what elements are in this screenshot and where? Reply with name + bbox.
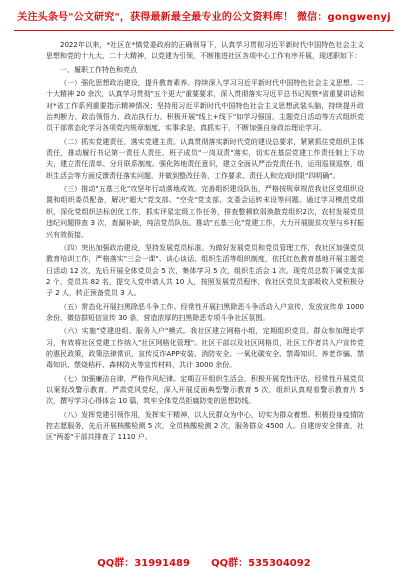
paragraph-3: （三）推动"五基三化"攻坚年行动落地成效。完善组织建设队伍，严格按规章规范我社区党组织设置和组织委员配备，解决"超大"党支部、"空壳"党支部、支委会运转未设等问题。通过学习模范党组织，深化党组织法标创优工作，抓实评星定级工作任务，排查整顿软弱涣散党组织2次，农村发展党员违纪问题排查 3 次，查漏补缺，纯洁党员队伍。推动"五基三化"党建工作，大力开展脱贫攻坚与乡村振兴有效衔接。	[46, 185, 364, 239]
top-banner	[0, 0, 408, 34]
intro-paragraph: 2022年以来，*社区在*镇党委政府的正确领导下，认真学习贯彻习近平新时代中国特色社会主义思想和党的十九大、二十大精神，以党建为引领，不断推进社区各项中心工作有序开展，现述职如下：	[46, 41, 364, 61]
paragraph-2: （二）抓实党建责任，落实党建主责。认真贯彻落实新时代党的建设总要求，紧紧抓住党组织主体责任，推动履行书记第一责任人责任、班子成员"一岗双责"落实，切实在基层党建工作责任制上下功夫，建立责任清单、分月联系制度。强化阵地责任意识，建立全面从严治党责任书，运用巡视巡察，组织生活会等方面反馈责任落实问题，并做到整改任务、工作要求、责任人和完成时限"四明确"。	[46, 137, 364, 180]
paragraph-1: （一）强化思想政治建设，提升教育素养。持续深入学习习近平新时代中国特色社会主义思想、二十大精神 20 余次，认真学习贯彻"五个更大"重要要求，深入贯彻落实习近平总书记视察*省重要讲话和对*省工作系列重要指示精神情况；坚持用习近平新时代中国特色社会主义思想武装头脑，持续提升政治判断力、政治领悟力、政治执行力。积极开展"线上+线下"如学习强国、主题党日活动等方式组织党员干部常态化学习各项党内规章制度、实事求是、真抓实干，不断加强自身政治理论学习。	[46, 79, 364, 133]
paragraph-7: （七）加强廉洁自律，严格作风纪律。定期召开组织生活会，积极开展党性评估，经常性开展党员以案促改警示教育，严肃党风党纪，深入开展反面典型警示教育 5 次，组织认真观看警示教育片 5 次，撰写学习心得体会 10 篇，筑牢全体党员拒腐防变的思想防线。	[46, 374, 364, 406]
section-heading: 一、履职工作特色和亮点	[60, 65, 137, 74]
footer-qq-1: QQ群：31991489	[97, 558, 190, 569]
document-body	[46, 40, 364, 446]
banner-text: 关注头条号"公文研究"，获得最新最全最专业的公文资料库！ 微信：gongwenyj	[17, 12, 391, 23]
paragraph-6: （六）实施"党建进组、服务入户"模式。我社区建立网格小组，定期组织党员、群众参加理论学习，有效将社区党建工作纳入"社区网格化管理"。社区干部以及社区网格员，社区工作者共入户宣传党的惠民政策，政策法律常识，宣传反诈APP安装、消防安全、一氧化碳安全、禁毒知识、养老诈骗、禁毒知识、禁烧秸秆、森林防火等宣传材料，共计 3000 余份。	[46, 327, 364, 370]
footer-contact	[0, 551, 408, 570]
footer-qq-2: QQ群：535304092	[211, 558, 311, 569]
paragraph-8: （八）发挥党建引领作用，发挥实干精神，以人民群众为中心，切实为群众着想。积极投身疫情防控志愿服务，先后开展核酸检测 5 次，全员核酸检测 2 次，服务群众 4500 人。自建房安全排查，社区"两委"干部共排查了 1110 户、	[46, 410, 364, 442]
paragraph-4: （四）突出加强政治建设，坚持发展党员标准。为做好发展党员和党员管理工作，我社区加强党员教育培训工作，严格落实"三会一课"、谈心谈话、组织生活等组织制度，依托红色教育基地开展主题党日活动 12 次，先后开展全体党员会 5 次，集体学习 5 次，组织生活会 1 次。现党员总数下属党支部 2 个，党员共 82 名，提交入党申请人共 10 人，按照发展党员程序，我社区党员支部吸收入党积极分子 2 人，转正预备党员 3 人。	[46, 243, 364, 298]
banner-divider	[14, 30, 394, 31]
paragraph-5: （五）常态化开展扫黑除恶斗争工作。经常性开展扫黑除恶斗争活动入户宣传，发放宣传单 1000 余份，微信群短信宣传 30 条，营造浓厚的扫黑除恶专项斗争社区氛围。	[46, 302, 364, 322]
